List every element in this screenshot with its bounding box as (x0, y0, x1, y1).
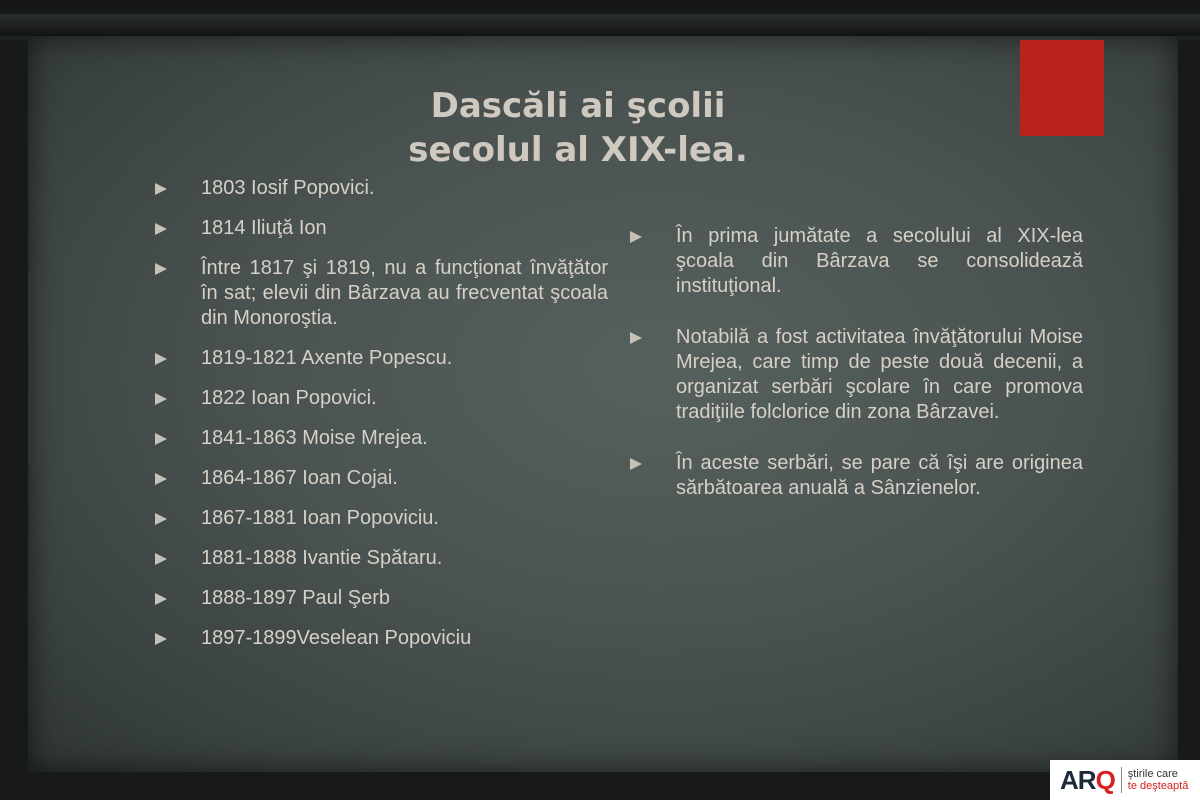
list-item (153, 346, 608, 371)
slide-title-line-2: secolul al XIX-lea. (408, 130, 748, 170)
slide-title (278, 84, 878, 172)
arq-watermark-logo (1050, 760, 1200, 800)
list-item-text: Notabilă a fost activitatea învăţătorului Moise Mrejea, care timp de peste două decenii, a organizat serbări şcolare în care promova tradiţiile folclorice din zona Bârzavei. (676, 326, 1083, 423)
bullet-arrow-icon (155, 393, 167, 405)
logo-letters: AR (1060, 764, 1096, 795)
list-item-text: Între 1817 şi 1819, nu a funcţionat învăţător în sat; elevii din Bârzava au frecventat şcoala din Monoroştia. (201, 257, 608, 329)
list-item (628, 224, 1083, 299)
slide-title-line-1: Dascăli ai şcolii (430, 86, 726, 126)
list-item (153, 626, 608, 651)
left-bullet-list (153, 176, 608, 666)
bullet-arrow-icon (155, 473, 167, 485)
bullet-arrow-icon (155, 593, 167, 605)
list-item (153, 216, 608, 241)
list-item (153, 426, 608, 451)
projected-slide (28, 36, 1178, 772)
list-item-text: 1867-1881 Ioan Popoviciu. (201, 507, 439, 529)
list-item-text: 1841-1863 Moise Mrejea. (201, 427, 428, 449)
list-item-text: 1814 Iliuţă Ion (201, 217, 327, 239)
bullet-arrow-icon (155, 513, 167, 525)
logo-divider (1121, 767, 1122, 793)
list-item (628, 451, 1083, 501)
bullet-arrow-icon (155, 433, 167, 445)
logo-tagline-line-1: ştirile care (1127, 768, 1178, 780)
slide-accent-square (1020, 40, 1104, 136)
list-item-text: 1822 Ioan Popovici. (201, 387, 377, 409)
bullet-arrow-icon (155, 353, 167, 365)
bullet-arrow-icon (630, 231, 642, 243)
logo-tagline-line-2: te deşteaptă (1127, 780, 1189, 792)
logo-q-letter: Q (1095, 764, 1115, 795)
bullet-arrow-icon (630, 332, 642, 344)
bullet-arrow-icon (155, 633, 167, 645)
bullet-arrow-icon (155, 223, 167, 235)
list-item (628, 325, 1083, 425)
list-item-text: 1881-1888 Ivantie Spătaru. (201, 547, 443, 569)
bullet-arrow-icon (155, 263, 167, 275)
list-item-text: În aceste serbări, se pare că îşi are originea sărbătoarea anuală a Sânzienelor. (676, 452, 1083, 499)
right-bullet-list (628, 224, 1083, 527)
projector-screen-housing (0, 14, 1200, 36)
list-item (153, 506, 608, 531)
bullet-arrow-icon (630, 458, 642, 470)
list-item (153, 586, 608, 611)
list-item-text: 1888-1897 Paul Şerb (201, 587, 391, 609)
list-item (153, 546, 608, 571)
logo-mark (1060, 765, 1115, 796)
list-item-text: În prima jumătate a secolului al XIX-lea şcoala din Bârzava se consolidează instituţional. (676, 225, 1083, 297)
bullet-arrow-icon (155, 183, 167, 195)
list-item (153, 466, 608, 491)
list-item-text: 1897-1899Veselean Popoviciu (201, 627, 472, 649)
logo-tagline (1128, 768, 1189, 792)
list-item-text: 1819-1821 Axente Popescu. (201, 347, 453, 369)
list-item-text: 1803 Iosif Popovici. (201, 177, 375, 199)
bullet-arrow-icon (155, 553, 167, 565)
list-item (153, 176, 608, 201)
list-item (153, 256, 608, 331)
list-item-text: 1864-1867 Ioan Cojai. (201, 467, 398, 489)
list-item (153, 386, 608, 411)
